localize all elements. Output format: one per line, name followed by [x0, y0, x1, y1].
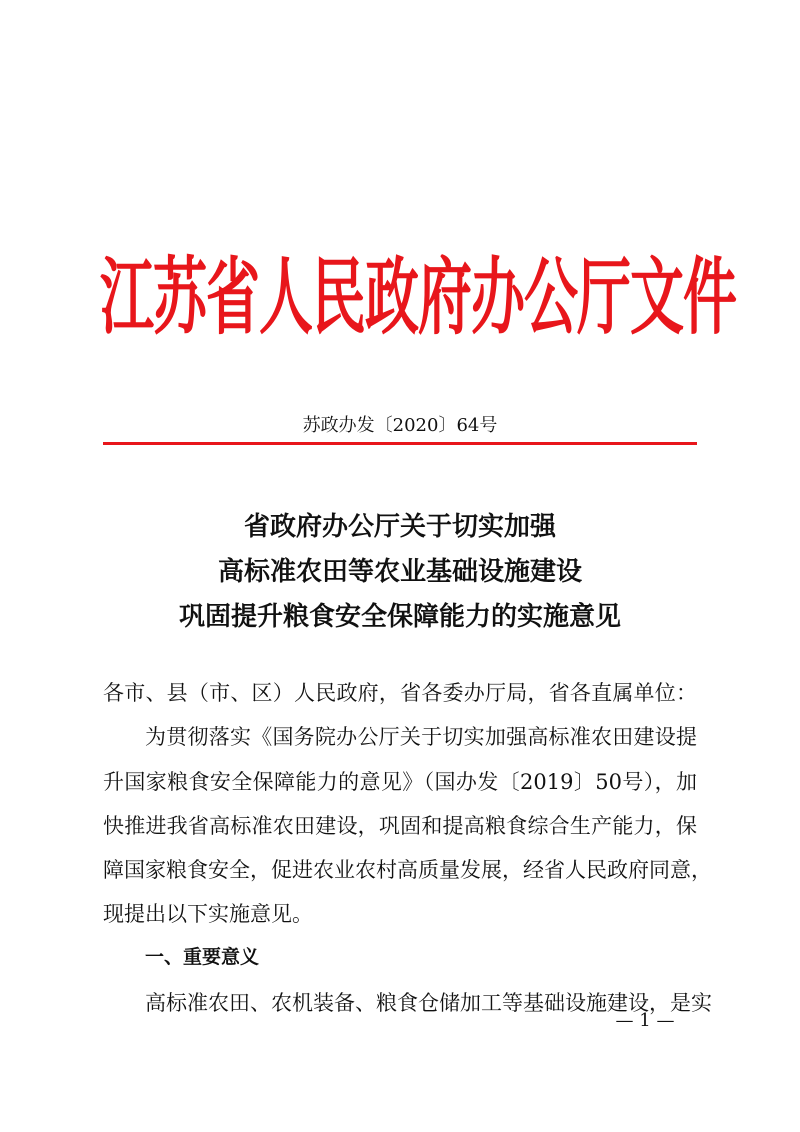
paragraph-line: 现提出以下实施意见。 [103, 902, 313, 926]
paragraph-line: 障国家粮食安全，促进农业农村高质量发展，经省人民政府同意， [103, 858, 712, 882]
section-heading: 一、重要意义 [145, 946, 260, 968]
paragraph-line: 为贯彻落实《国务院办公厅关于切实加强高标准农田建设提 [145, 725, 697, 749]
title-line-3: 巩固提升粮食安全保障能力的实施意见 [178, 602, 621, 632]
paragraph-line: 快推进我省高标准农田建设，巩固和提高粮食综合生产能力，保 [103, 814, 697, 838]
paragraph-line: 升国家粮食安全保障能力的意见》（国办发〔2019〕50号），加 [103, 770, 697, 794]
paragraph-line: 高标准农田、农机装备、粮食仓储加工等基础设施建设，是实 [145, 991, 712, 1015]
document-number: 苏政办发〔2020〕64号 [302, 415, 498, 436]
document-header-title: 江苏省人民政府办公厅文件 [100, 246, 736, 347]
addressee: 各市、县（市、区）人民政府，省各委办厅局，省各直属单位： [103, 681, 697, 705]
title-line-2: 高标准农田等农业基础设施建设 [217, 557, 582, 587]
title-line-1: 省政府办公厅关于切实加强 [243, 512, 556, 542]
page-number: — 1 — [615, 1010, 675, 1031]
red-divider [103, 442, 697, 445]
